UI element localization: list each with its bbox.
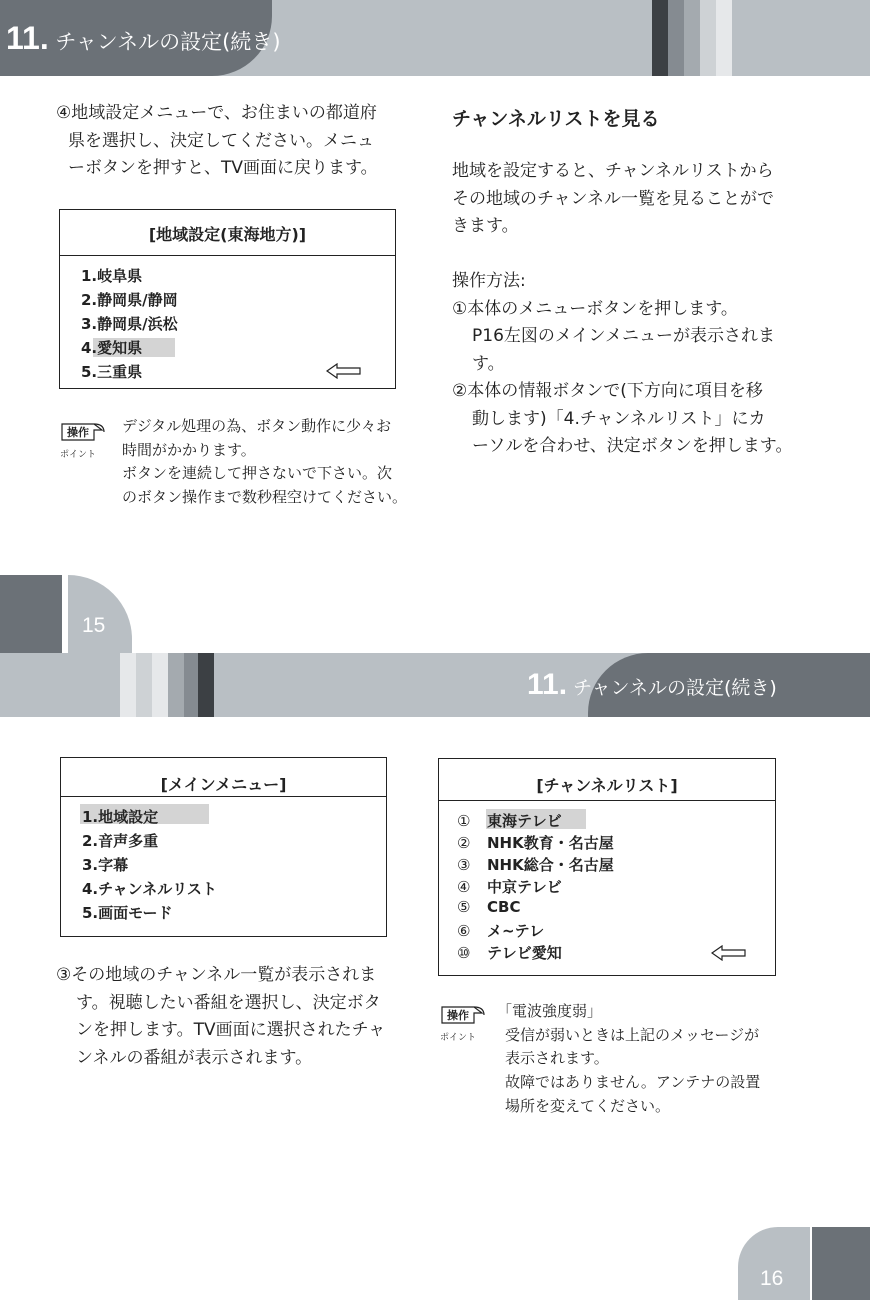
note-icon-caption: ポイント xyxy=(60,450,97,460)
step4-line: ーボタンを押すと、TV画面に戻ります。 xyxy=(68,158,378,179)
cursor-arrow-icon xyxy=(326,363,362,379)
header-stripe xyxy=(136,653,152,717)
menu-divider xyxy=(60,255,395,256)
cursor-arrow-icon xyxy=(711,945,747,961)
page16-header-title xyxy=(527,668,777,702)
header-number: 11. xyxy=(527,668,568,701)
header-stripe xyxy=(652,0,668,76)
step1-line: す。 xyxy=(472,353,505,374)
page16-note xyxy=(497,1000,825,1118)
channel-number: ① xyxy=(457,812,471,830)
note-line: のボタン操作まで数秒程空けてください。 xyxy=(122,488,408,507)
note-icon-label: 操作 xyxy=(67,426,89,439)
note-line: デジタル処理の為、ボタン動作に少々お xyxy=(122,417,392,435)
channel-number: ④ xyxy=(457,878,471,896)
menu-divider xyxy=(439,800,775,801)
channel-number: ③ xyxy=(457,856,471,874)
region-menu-item[interactable]: 3.静岡県/浜松 xyxy=(81,315,178,333)
header-number: 11. xyxy=(6,20,49,56)
channel-number: ⑥ xyxy=(457,922,471,940)
menu-divider xyxy=(61,796,386,797)
channel-name: 東海テレビ xyxy=(487,812,562,830)
channel-name: NHK教育・名古屋 xyxy=(487,834,614,852)
header-title-text: チャンネルの設定(続き) xyxy=(573,677,777,699)
note-line: 場所を変えてください。 xyxy=(505,1096,671,1115)
howto-label: 操作方法: xyxy=(452,271,526,291)
channel-number: ⑤ xyxy=(457,898,471,916)
intro-line: その地域のチャンネル一覧を見ることがで xyxy=(452,188,774,209)
main-menu-title: [メインメニュー] xyxy=(160,775,287,794)
header-stripe xyxy=(198,653,214,717)
channel-list-title: [チャンネルリスト] xyxy=(536,776,678,795)
region-menu-item[interactable]: 2.静岡県/静岡 xyxy=(81,291,178,309)
header-stripe xyxy=(168,653,184,717)
channel-item[interactable] xyxy=(457,832,614,853)
header-stripe xyxy=(716,0,732,76)
step4-line: 県を選択し、決定してください。メニュ xyxy=(68,130,374,151)
step4-line: ④地域設定メニューで、お住まいの都道府 xyxy=(56,103,377,123)
header-stripe xyxy=(668,0,684,76)
channel-list-menu xyxy=(438,758,776,976)
step3-line: ンネルの番組が表示されます。 xyxy=(76,1047,313,1068)
note-line: 故障ではありません。アンテナの設置 xyxy=(505,1073,761,1092)
note-line: 受信が弱いときは上記のメッセージが xyxy=(505,1025,760,1044)
page-number-16: 16 xyxy=(760,1267,784,1290)
main-menu-item[interactable]: 5.画面モード xyxy=(82,904,173,922)
howto-steps xyxy=(452,268,852,461)
channel-number: ② xyxy=(457,834,471,852)
note-icon-label: 操作 xyxy=(447,1009,469,1022)
page15-note xyxy=(122,415,442,510)
region-menu-item[interactable]: 1.岐阜県 xyxy=(81,267,143,285)
page-number-15: 15 xyxy=(82,614,106,637)
channel-name: NHK総合・名古屋 xyxy=(487,856,614,874)
channel-number: ⑩ xyxy=(457,944,471,962)
header-stripe xyxy=(184,653,198,717)
step2-line: 動します)「4.チャンネルリスト」にカ xyxy=(472,408,766,429)
main-menu-item-selected[interactable]: 1.地域設定 xyxy=(82,808,159,826)
step2-line: ーソルを合わせ、決定ボタンを押します。 xyxy=(472,436,793,457)
note-line: 表示されます。 xyxy=(505,1049,609,1068)
step3-line: ンを押します。TV画面に選択されたチャ xyxy=(76,1020,386,1041)
step3-instruction xyxy=(56,962,436,1072)
step4-instruction xyxy=(56,100,436,183)
channel-name: CBC xyxy=(487,898,521,916)
note-line: 時間がかかります。 xyxy=(122,440,256,459)
channel-item[interactable] xyxy=(457,942,562,963)
section-title: チャンネルリストを見る xyxy=(452,108,660,130)
step1-line: ①本体のメニューボタンを押します。 xyxy=(452,298,738,319)
intro-line: きます。 xyxy=(452,216,519,237)
main-menu-item[interactable]: 3.字幕 xyxy=(82,856,129,874)
note-icon-caption: ポイント xyxy=(440,1033,477,1043)
channel-list-intro xyxy=(452,158,852,241)
region-menu-item-selected[interactable]: 4.愛知県 xyxy=(81,339,143,357)
channel-name: テレビ愛知 xyxy=(487,944,562,962)
region-menu-title: [地域設定(東海地方)] xyxy=(148,225,307,244)
channel-item-selected[interactable] xyxy=(457,810,562,831)
note-line: 「電波強度弱」 xyxy=(497,1002,603,1020)
header-stripe xyxy=(120,653,136,717)
main-menu-item[interactable]: 2.音声多重 xyxy=(82,832,159,850)
region-settings-menu xyxy=(59,209,396,389)
channel-item[interactable] xyxy=(457,854,614,875)
page15-header-title xyxy=(6,20,281,57)
main-menu-item[interactable]: 4.チャンネルリスト xyxy=(82,880,217,898)
channel-item[interactable] xyxy=(457,920,544,941)
note-line: ボタンを連続して押さないで下さい。次 xyxy=(122,464,393,483)
region-menu-item[interactable]: 5.三重県 xyxy=(81,363,143,381)
header-stripe xyxy=(684,0,700,76)
header-stripe xyxy=(700,0,716,76)
channel-item[interactable] xyxy=(457,898,520,916)
header-title-text: チャンネルの設定(続き) xyxy=(55,30,281,54)
page16-footer-tab-dark xyxy=(812,1227,870,1300)
channel-item[interactable] xyxy=(457,876,562,897)
main-menu xyxy=(60,757,387,937)
intro-line: 地域を設定すると、チャンネルリストから xyxy=(452,161,774,181)
step3-line: す。視聴したい番組を選択し、決定ボタ xyxy=(76,992,381,1013)
page15-footer-tab-dark xyxy=(0,575,62,653)
channel-name: 中京テレビ xyxy=(487,878,562,896)
step2-line: ②本体の情報ボタンで(下方向に項目を移 xyxy=(452,381,763,402)
channel-name: メ~テレ xyxy=(487,922,545,940)
header-stripe xyxy=(152,653,168,717)
step1-line: P16左図のメインメニューが表示されま xyxy=(472,326,776,347)
step3-line: ③その地域のチャンネル一覧が表示されま xyxy=(56,965,377,985)
